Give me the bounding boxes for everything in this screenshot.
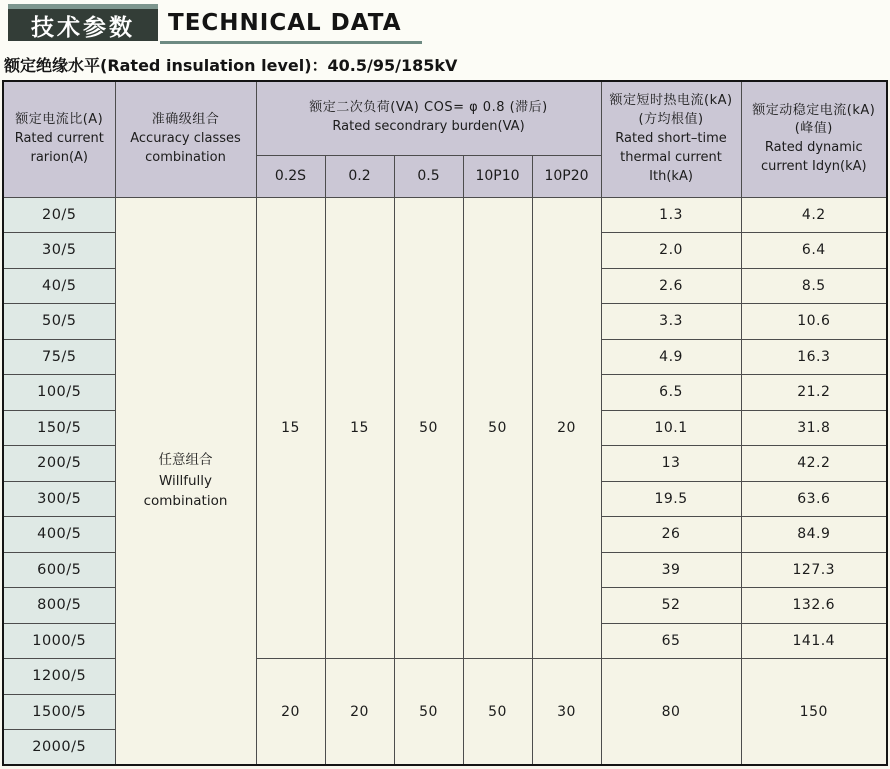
- page-header-area: [0, 0, 890, 80]
- technical-data-table: [2, 80, 888, 766]
- burden-cell: 50: [463, 197, 532, 659]
- col-header-class-10p10: 10P10: [463, 155, 532, 197]
- ith-cell: 10.1: [601, 410, 741, 446]
- table-row: [3, 197, 887, 233]
- page-title: TECHNICAL DATA: [168, 10, 402, 36]
- idyn-cell: 31.8: [741, 410, 887, 446]
- accuracy-combination-cell: 任意组合 Willfully combination: [115, 197, 256, 765]
- burden-cell: 15: [325, 197, 394, 659]
- ratio-cell: 200/5: [3, 446, 115, 482]
- col-header-thermal-current: 额定短时热电流(kA) (方均根值) Rated short–time thermal current Ith(kA): [601, 81, 741, 197]
- idyn-cell: 141.4: [741, 623, 887, 659]
- burden-cell: 20: [256, 659, 325, 766]
- title-underline: [160, 41, 422, 44]
- col-header-secondary-burden: 额定二次负荷(VA) COS= φ 0.8 (滞后) Rated secondrary burden(VA): [256, 81, 601, 155]
- ith-cell: 2.6: [601, 268, 741, 304]
- idyn-cell: 63.6: [741, 481, 887, 517]
- ratio-cell: 800/5: [3, 588, 115, 624]
- ratio-cell: 40/5: [3, 268, 115, 304]
- ratio-cell: 100/5: [3, 375, 115, 411]
- insulation-level-text: 额定绝缘水平(Rated insulation level)：40.5/95/185kV: [4, 56, 458, 75]
- idyn-cell: 4.2: [741, 197, 887, 233]
- ratio-cell: 75/5: [3, 339, 115, 375]
- idyn-cell: 84.9: [741, 517, 887, 553]
- col-header-class-0-2: 0.2: [325, 155, 394, 197]
- ratio-cell: 2000/5: [3, 730, 115, 766]
- burden-cell: 30: [532, 659, 601, 766]
- idyn-cell: 6.4: [741, 233, 887, 269]
- ith-cell: 4.9: [601, 339, 741, 375]
- idyn-cell: 16.3: [741, 339, 887, 375]
- title-badge-text: 技术参数: [31, 14, 135, 41]
- burden-cell: 15: [256, 197, 325, 659]
- ith-cell: 3.3: [601, 304, 741, 340]
- col-header-class-10p20: 10P20: [532, 155, 601, 197]
- ratio-cell: 50/5: [3, 304, 115, 340]
- ith-cell: 6.5: [601, 375, 741, 411]
- idyn-cell: 10.6: [741, 304, 887, 340]
- col-header-class-0-5: 0.5: [394, 155, 463, 197]
- idyn-cell: 132.6: [741, 588, 887, 624]
- ith-cell: 65: [601, 623, 741, 659]
- ith-cell: 1.3: [601, 197, 741, 233]
- burden-cell: 50: [463, 659, 532, 766]
- ratio-cell: 30/5: [3, 233, 115, 269]
- ith-cell: 26: [601, 517, 741, 553]
- ratio-cell: 1200/5: [3, 659, 115, 695]
- ith-cell: 39: [601, 552, 741, 588]
- ith-cell: 13: [601, 446, 741, 482]
- ratio-cell: 400/5: [3, 517, 115, 553]
- ratio-cell: 1500/5: [3, 694, 115, 730]
- title-badge: [8, 4, 158, 41]
- ith-cell: 52: [601, 588, 741, 624]
- col-header-class-0-2s: 0.2S: [256, 155, 325, 197]
- burden-cell: 20: [532, 197, 601, 659]
- col-header-rated-current-ratio: 额定电流比(A) Rated current rarion(A): [3, 81, 115, 197]
- burden-cell: 50: [394, 659, 463, 766]
- ith-cell: 2.0: [601, 233, 741, 269]
- idyn-cell: 42.2: [741, 446, 887, 482]
- burden-cell: 20: [325, 659, 394, 766]
- idyn-cell: 21.2: [741, 375, 887, 411]
- ith-cell: 19.5: [601, 481, 741, 517]
- idyn-cell: 8.5: [741, 268, 887, 304]
- header-row-1: [3, 81, 887, 155]
- idyn-cell-merged: 150: [741, 659, 887, 766]
- ratio-cell: 300/5: [3, 481, 115, 517]
- ith-cell-merged: 80: [601, 659, 741, 766]
- idyn-cell: 127.3: [741, 552, 887, 588]
- col-header-accuracy-classes: 准确级组合 Accuracy classes combination: [115, 81, 256, 197]
- ratio-cell: 150/5: [3, 410, 115, 446]
- ratio-cell: 600/5: [3, 552, 115, 588]
- ratio-cell: 1000/5: [3, 623, 115, 659]
- col-header-dynamic-current: 额定动稳定电流(kA) (峰值) Rated dynamic current Idyn(kA): [741, 81, 887, 197]
- burden-cell: 50: [394, 197, 463, 659]
- ratio-cell: 20/5: [3, 197, 115, 233]
